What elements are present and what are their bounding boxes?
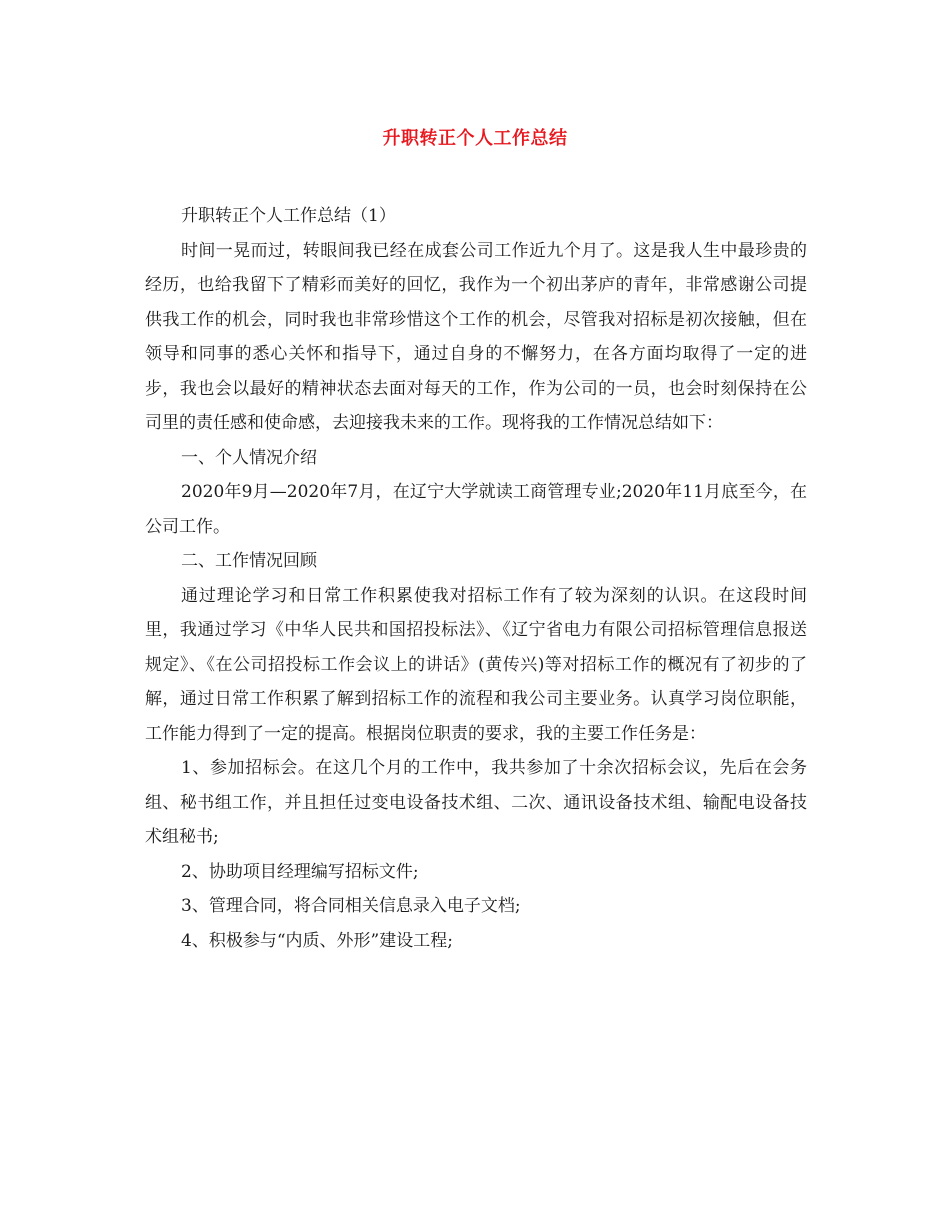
section-heading: 升职转正个人工作总结（1） bbox=[181, 206, 396, 226]
body-paragraph: 时间一晃而过，转眼间我已经在成套公司工作近九个月了。这是我人生中最珍贵的经历，也给我留下了精彩而美好的回忆，我作为一个初出茅庐的青年，非常感谢公司提供我工作的机会，同时我也非常珍惜这个工作的机会，尽管我对招标是初次接触，但在领导和同事的悉心关怀和指导下，通过自身的不懈努力，在各方面均取得了一定的进步，我也会以最好的精神状态去面对每天的工作，作为公司的一员，也会时刻保持在公司里的责任感和使命感，去迎接我未来的工作。现将我的工作情况总结如下： bbox=[145, 240, 807, 433]
body-paragraph: 通过理论学习和日常工作积累使我对招标工作有了较为深刻的认识。在这段时间里，我通过学习《中华人民共和国招投标法》、《辽宁省电力有限公司招标管理信息报送规定》、《在公司招投标工作会议上的讲话》(黄传兴)等对招标工作的概况有了初步的了解，通过日常工作积累了解到招标工作的流程和我公司主要业务。认真学习岗位职能，工作能力得到了一定的提高。根据岗位职责的要求，我的主要工作任务是： bbox=[145, 585, 807, 744]
list-item: 2、协助项目经理编写招标文件; bbox=[181, 861, 419, 882]
document-body bbox=[145, 199, 807, 958]
list-item: 3、管理合同，将合同相关信息录入电子文档; bbox=[181, 896, 521, 916]
document-title: 升职转正个人工作总结 bbox=[382, 128, 568, 149]
section-heading: 一、个人情况介绍 bbox=[181, 447, 317, 468]
list-item: 4、积极参与“内质、外形”建设工程; bbox=[181, 930, 453, 951]
list-item: 1、参加招标会。在这几个月的工作中，我共参加了十余次招标会议，先后在会务组、秘书组工作，并且担任过变电设备技术组、二次、通讯设备技术组、输配电设备技术组秘书; bbox=[145, 758, 807, 847]
section-heading: 二、工作情况回顾 bbox=[181, 551, 317, 571]
body-paragraph: 2020年9月—2020年7月，在辽宁大学就读工商管理专业;2020年11月底至今，在公司工作。 bbox=[145, 482, 807, 537]
